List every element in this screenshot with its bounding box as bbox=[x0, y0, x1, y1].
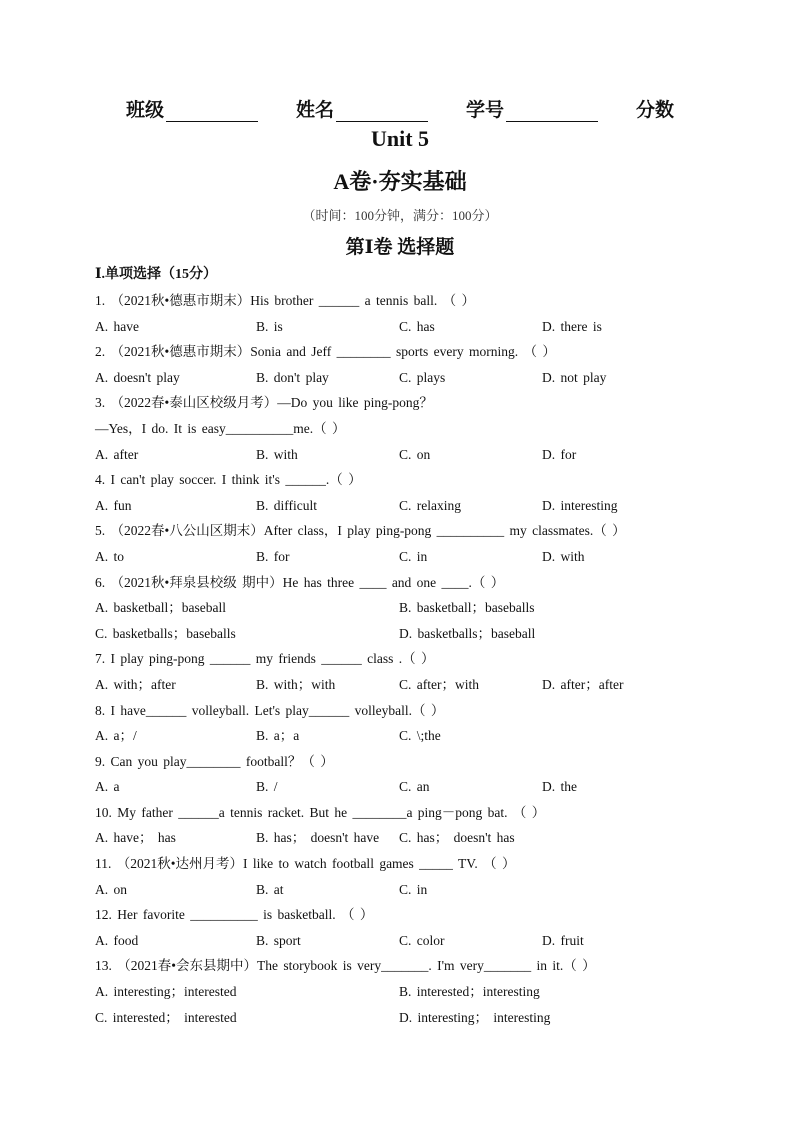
answer-option[interactable]: B. difficult bbox=[256, 497, 317, 513]
option-row bbox=[95, 595, 715, 621]
option-row bbox=[95, 621, 715, 647]
student-number-field bbox=[466, 96, 598, 122]
answer-option[interactable]: B. at bbox=[256, 881, 284, 897]
question-stem: 8. I have______ volleyball. Let's play______ volleyball.（ ） bbox=[95, 702, 445, 718]
question-item bbox=[95, 518, 715, 569]
answer-option[interactable]: A. a；/ bbox=[95, 728, 137, 744]
option-row bbox=[95, 825, 715, 851]
question-stem: 13. （2021春•会东县期中）The storybook is very_______. I'm very_______ in it.（ ） bbox=[95, 958, 596, 974]
option-row bbox=[95, 1005, 715, 1031]
answer-option[interactable]: A. after bbox=[95, 446, 139, 462]
option-row bbox=[95, 544, 715, 570]
answer-option[interactable]: D. not play bbox=[542, 369, 607, 385]
answer-option[interactable]: C. plays bbox=[399, 369, 446, 385]
student-info-row bbox=[0, 96, 800, 122]
question-item bbox=[95, 749, 715, 800]
question-item bbox=[95, 390, 715, 467]
answer-option[interactable]: C. on bbox=[399, 446, 431, 462]
option-row bbox=[95, 493, 715, 519]
answer-option[interactable]: B. is bbox=[256, 318, 283, 334]
answer-option[interactable]: A. interesting；interested bbox=[95, 984, 237, 1000]
answer-option[interactable]: D. interesting； interesting bbox=[399, 1009, 551, 1025]
option-row bbox=[95, 723, 715, 749]
option-row bbox=[95, 365, 715, 391]
answer-option[interactable]: C. \;the bbox=[399, 728, 441, 744]
answer-option[interactable]: A. basketball；baseball bbox=[95, 600, 226, 616]
answer-option[interactable]: C. has； doesn't has bbox=[399, 830, 515, 846]
answer-option[interactable]: D. for bbox=[542, 446, 577, 462]
option-row bbox=[95, 979, 715, 1005]
question-list bbox=[95, 288, 715, 1030]
answer-option[interactable]: B. has； doesn't have bbox=[256, 830, 380, 846]
answer-option[interactable]: C. relaxing bbox=[399, 497, 461, 513]
answer-option[interactable]: B. don't play bbox=[256, 369, 329, 385]
answer-option[interactable]: D. after；after bbox=[542, 676, 624, 692]
name-blank[interactable] bbox=[336, 101, 428, 122]
unit-title: Unit 5 bbox=[370, 126, 430, 151]
option-row bbox=[95, 442, 715, 468]
student-number-blank[interactable] bbox=[506, 101, 598, 122]
question-item bbox=[95, 902, 715, 953]
question-stem: 11. （2021秋•达州月考）I like to watch football games _____ TV. （ ） bbox=[95, 856, 516, 872]
question-stem: 5. （2022春•八公山区期末）After class，I play ping-pong __________ my classmates.（ ） bbox=[95, 523, 626, 539]
answer-option[interactable]: A. have bbox=[95, 318, 139, 334]
question-item bbox=[95, 339, 715, 390]
question-item bbox=[95, 288, 715, 339]
answer-option[interactable]: B. with；with bbox=[256, 676, 336, 692]
part-title: Ⅰ.单项选择（15分） bbox=[95, 267, 218, 282]
answer-option[interactable]: D. basketballs；baseball bbox=[399, 625, 536, 641]
answer-option[interactable]: A. fun bbox=[95, 497, 132, 513]
question-stem: 6. （2021秋•拜泉县校级 期中）He has three ____ and one ____.（ ） bbox=[95, 574, 505, 590]
option-row bbox=[95, 774, 715, 800]
answer-option[interactable]: A. to bbox=[95, 548, 124, 564]
paper-title: A卷·夯实基础 bbox=[333, 169, 467, 194]
answer-option[interactable]: D. the bbox=[542, 779, 577, 795]
score-label: 分数 bbox=[636, 99, 675, 121]
answer-option[interactable]: C. in bbox=[399, 881, 428, 897]
answer-option[interactable]: B. with bbox=[256, 446, 298, 462]
question-stem: 1. （2021秋•德惠市期末）His brother ______ a tennis ball. （ ） bbox=[95, 293, 475, 308]
question-item bbox=[95, 570, 715, 647]
option-row bbox=[95, 877, 715, 903]
answer-option[interactable]: C. has bbox=[399, 318, 435, 334]
name-field bbox=[296, 96, 428, 122]
answer-option[interactable]: B. for bbox=[256, 548, 290, 564]
answer-option[interactable]: D. there is bbox=[542, 318, 602, 334]
answer-option[interactable]: B. interested；interesting bbox=[399, 984, 540, 1000]
question-stem: 4. I can't play soccer. I think it's ______.（ ） bbox=[95, 472, 362, 488]
answer-option[interactable]: D. with bbox=[542, 548, 585, 564]
answer-option[interactable]: B. basketball；baseballs bbox=[399, 600, 535, 616]
class-label: 班级 bbox=[125, 99, 164, 121]
answer-option[interactable]: B. a；a bbox=[256, 728, 300, 744]
question-stem: 10. My father ______a tennis racket. But he ________a ping－pong bat. （ ） bbox=[95, 804, 546, 820]
question-item bbox=[95, 800, 715, 851]
answer-option[interactable]: A. have； has bbox=[95, 830, 176, 846]
answer-option[interactable]: A. on bbox=[95, 881, 127, 897]
class-blank[interactable] bbox=[166, 101, 258, 122]
question-stem: —Yes，I do. It is easy__________me.（ ） bbox=[95, 420, 346, 436]
class-field bbox=[126, 96, 258, 122]
answer-option[interactable]: A. with；after bbox=[95, 676, 176, 692]
question-item bbox=[95, 953, 715, 1030]
question-stem: 3. （2022春•泰山区校级月考）—Do you like ping-pong？ bbox=[95, 395, 433, 411]
name-label: 姓名 bbox=[295, 99, 334, 121]
score-field bbox=[636, 96, 674, 122]
question-item bbox=[95, 698, 715, 749]
question-stem: 2. （2021秋•德惠市期末）Sonia and Jeff ________ sports every morning. （ ） bbox=[95, 344, 556, 360]
answer-option[interactable]: D. interesting bbox=[542, 497, 618, 513]
student-number-label: 学号 bbox=[466, 99, 505, 121]
answer-option[interactable]: B. / bbox=[256, 779, 278, 795]
question-stem: 9. Can you play________ football？（ ） bbox=[95, 753, 334, 769]
answer-option[interactable]: C. an bbox=[399, 779, 430, 795]
question-stem: 7. I play ping-pong ______ my friends ______ class .（ ） bbox=[95, 651, 435, 667]
question-item bbox=[95, 467, 715, 518]
answer-option[interactable]: C. after；with bbox=[399, 676, 479, 692]
answer-option[interactable]: D. fruit bbox=[542, 932, 584, 948]
section-title: 第Ⅰ卷 选择题 bbox=[345, 237, 455, 258]
question-stem: 12. Her favorite __________ is basketball. （ ） bbox=[95, 907, 374, 923]
answer-option[interactable]: C. color bbox=[399, 932, 445, 948]
time-limit-line: （时间：100分钟，满分：100分） bbox=[302, 208, 498, 223]
option-row bbox=[95, 928, 715, 954]
answer-option[interactable]: A. a bbox=[95, 779, 120, 795]
answer-option[interactable]: A. doesn't play bbox=[95, 369, 180, 385]
answer-option[interactable]: A. food bbox=[95, 932, 139, 948]
option-row bbox=[95, 314, 715, 340]
answer-option[interactable]: C. basketballs；baseballs bbox=[95, 625, 236, 641]
question-item bbox=[95, 646, 715, 697]
answer-option[interactable]: C. in bbox=[399, 548, 428, 564]
answer-option[interactable]: C. interested； interested bbox=[95, 1009, 237, 1025]
answer-option[interactable]: B. sport bbox=[256, 932, 301, 948]
option-row bbox=[95, 672, 715, 698]
question-item bbox=[95, 851, 715, 902]
